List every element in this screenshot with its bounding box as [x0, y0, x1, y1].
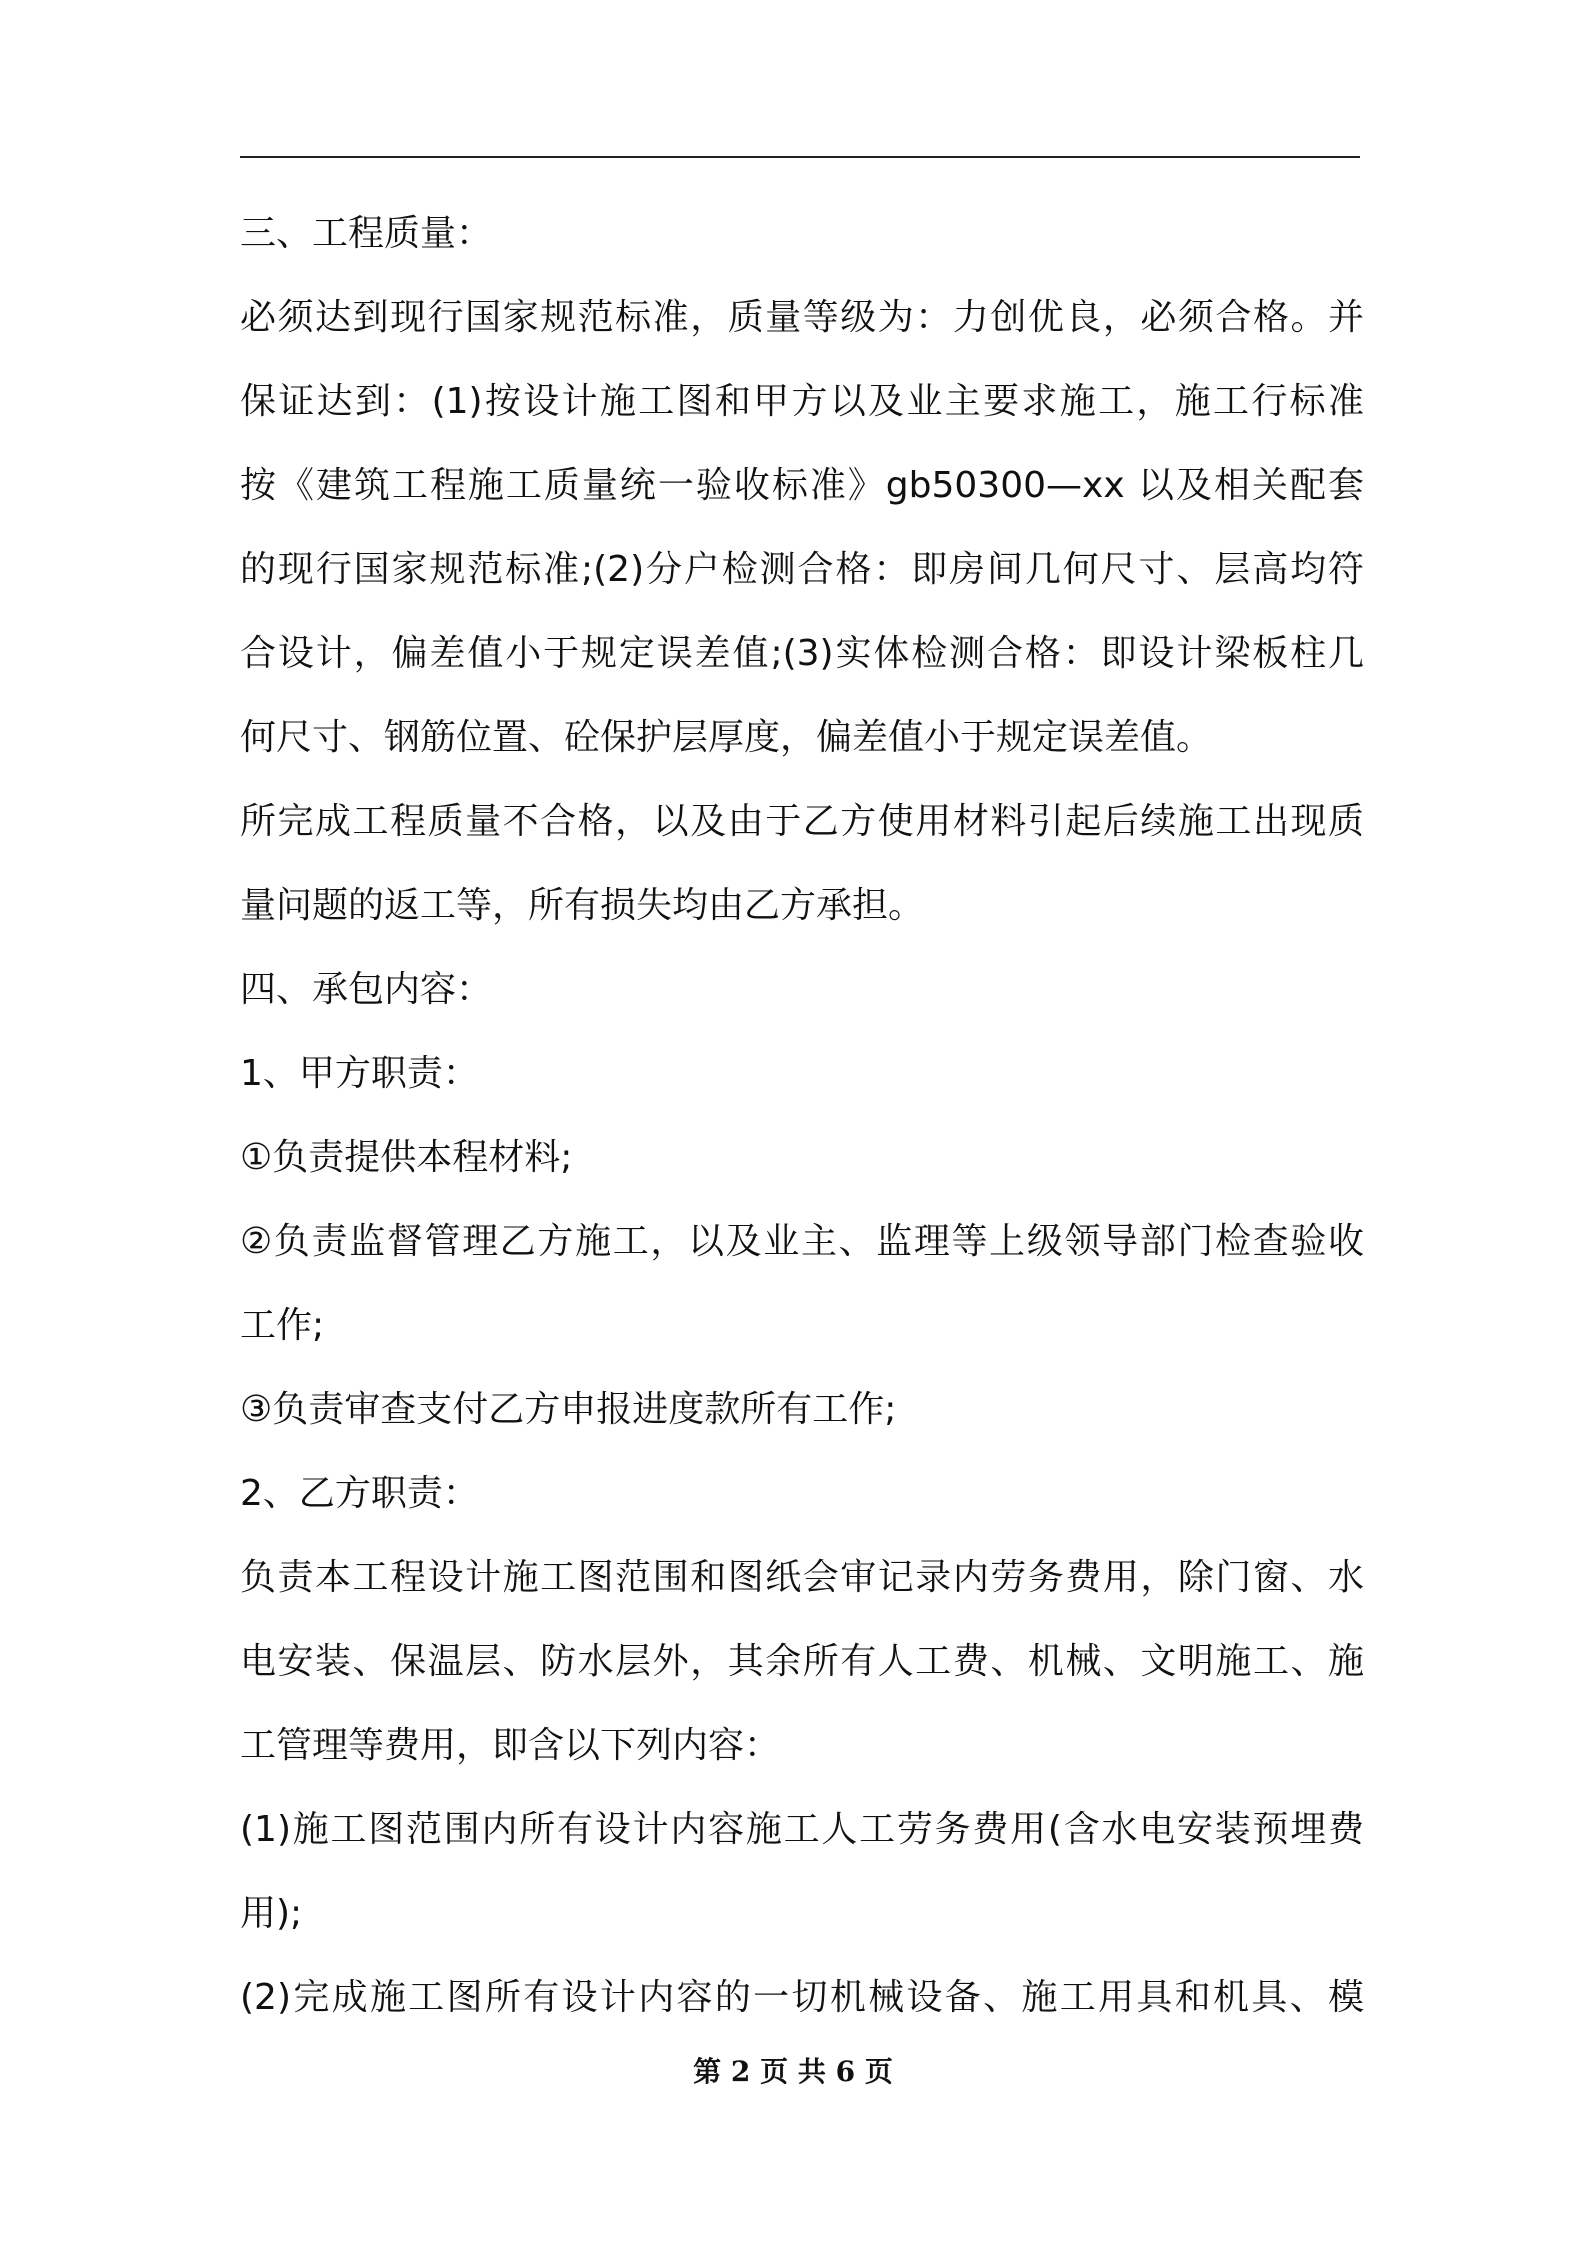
text-line: 工管理等费用，即含以下列内容： [240, 1725, 781, 1766]
text-line: 四、承包内容： [240, 969, 493, 1010]
text-line: 三、工程质量： [240, 213, 493, 254]
text-line: 按《建筑工程施工质量统一验收标准》gb50300—xx 以及相关配套 [240, 465, 1364, 506]
text-line: 所完成工程质量不合格，以及由于乙方使用材料引起后续施工出现质 [240, 801, 1364, 842]
text-line: ②负责监督管理乙方施工，以及业主、监理等上级领导部门检查验收 [240, 1221, 1364, 1262]
text-line: 必须达到现行国家规范标准，质量等级为：力创优良，必须合格。并 [240, 297, 1364, 338]
text-line: 的现行国家规范标准;(2)分户检测合格：即房间几何尺寸、层高均符 [240, 549, 1364, 590]
text-line: (1)施工图范围内所有设计内容施工人工劳务费用(含水电安装预埋费 [240, 1809, 1364, 1850]
header-rule [240, 156, 1360, 158]
text-line: 1、甲方职责： [240, 1053, 479, 1094]
text-line: 工作; [240, 1305, 325, 1346]
text-line: 何尺寸、钢筋位置、砼保护层厚度，偏差值小于规定误差值。 [240, 717, 1213, 758]
text-line: 合设计，偏差值小于规定误差值;(3)实体检测合格：即设计梁板柱几 [240, 633, 1364, 674]
text-line: 保证达到：(1)按设计施工图和甲方以及业主要求施工，施工行标准 [240, 381, 1364, 422]
document-body [240, 192, 1364, 2040]
text-line: ③负责审查支付乙方申报进度款所有工作; [240, 1389, 897, 1430]
page-number: 第 2 页 共 6 页 [693, 2055, 893, 2088]
text-line: (2)完成施工图所有设计内容的一切机械设备、施工用具和机具、模 [240, 1977, 1364, 2018]
text-line: 2、乙方职责： [240, 1473, 479, 1514]
text-line: 量问题的返工等，所有损失均由乙方承担。 [240, 885, 925, 926]
text-line: 电安装、保温层、防水层外，其余所有人工费、机械、文明施工、施 [240, 1641, 1364, 1682]
text-line: ①负责提供本程材料; [240, 1137, 573, 1178]
text-line: 负责本工程设计施工图范围和图纸会审记录内劳务费用，除门窗、水 [240, 1557, 1364, 1598]
text-line: 用); [240, 1893, 303, 1934]
